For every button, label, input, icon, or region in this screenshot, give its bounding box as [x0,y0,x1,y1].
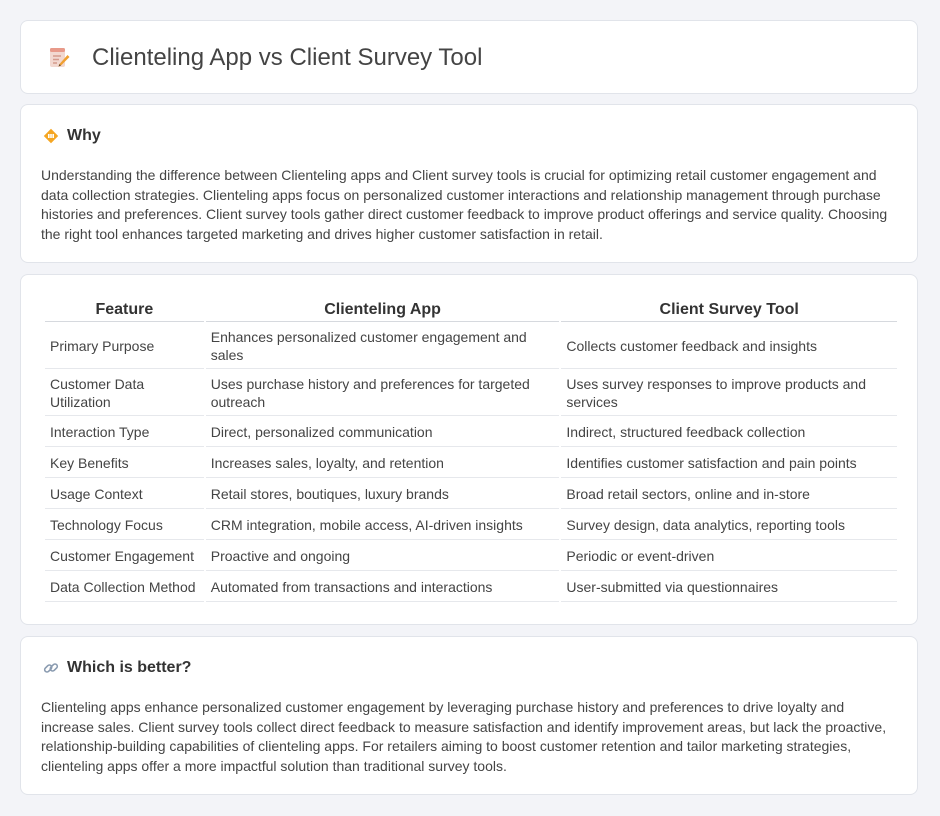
link-icon [43,660,59,676]
feature-cell: Technology Focus [45,511,204,540]
header-clienteling-app: Clienteling App [206,297,560,322]
feature-cell: Primary Purpose [45,324,204,369]
header-feature: Feature [45,297,204,322]
feature-cell: Interaction Type [45,418,204,447]
clienteling-cell: Increases sales, loyalty, and retention [206,449,560,478]
survey-cell: Broad retail sectors, online and in-store [561,480,897,509]
table-row [45,371,897,416]
table-row [45,324,897,369]
table-row [45,542,897,571]
clienteling-cell: Direct, personalized communication [206,418,560,447]
clienteling-cell: Automated from transactions and interactions [206,573,560,602]
survey-cell: Collects customer feedback and insights [561,324,897,369]
table-row [45,418,897,447]
why-heading [43,127,101,145]
why-section [20,104,918,263]
survey-cell: Identifies customer satisfaction and pain points [561,449,897,478]
feature-cell: Usage Context [45,480,204,509]
page-title: Clienteling App vs Client Survey Tool [92,44,483,71]
why-heading-label: Why [67,127,101,144]
survey-cell: Periodic or event-driven [561,542,897,571]
feature-cell: Customer Data Utilization [45,371,204,416]
better-paragraph: Clienteling apps enhance personalized customer engagement by leveraging purchase history and preferences to drive loyalty and increase sales. Client survey tools collect direct feedback to measure satisfaction and identify improvement areas, but lack the proactive, relationship-building capabilities of clienteling apps. For retailers aiming to boost customer retention and tailor marketing strategies, clienteling apps offer a more impactful solution than traditional survey tools. [41,699,887,774]
comparison-card [20,274,918,625]
table-row [45,573,897,602]
table-header-row [45,297,897,322]
feature-cell: Customer Engagement [45,542,204,571]
why-paragraph: Understanding the difference between Clienteling apps and Client survey tools is crucial for optimizing retail customer engagement and data collection strategies. Clienteling apps focus on personalized customer interactions and relationship management through purchase histories and preferences. Client survey tools gather direct customer feedback to improve product offerings and service quality. Choosing the right tool enhances targeted marketing and drives higher customer satisfaction in retail. [41,167,888,242]
notepad-pencil-icon [47,46,71,70]
better-heading [43,659,191,677]
which-is-better-section [20,636,918,795]
comparison-table [43,295,899,604]
diamond-warning-icon [43,128,59,144]
clienteling-cell: CRM integration, mobile access, AI-driven insights [206,511,560,540]
clienteling-cell: Proactive and ongoing [206,542,560,571]
clienteling-cell: Retail stores, boutiques, luxury brands [206,480,560,509]
table-row [45,511,897,540]
feature-cell: Key Benefits [45,449,204,478]
table-row [45,480,897,509]
survey-cell: Uses survey responses to improve products and services [561,371,897,416]
survey-cell: User-submitted via questionnaires [561,573,897,602]
title-card [20,20,918,94]
clienteling-cell: Enhances personalized customer engagement and sales [206,324,560,369]
better-heading-label: Which is better? [67,659,192,676]
survey-cell: Indirect, structured feedback collection [561,418,897,447]
feature-cell: Data Collection Method [45,573,204,602]
survey-cell: Survey design, data analytics, reporting tools [561,511,897,540]
header-client-survey-tool: Client Survey Tool [561,297,897,322]
table-row [45,449,897,478]
clienteling-cell: Uses purchase history and preferences for targeted outreach [206,371,560,416]
